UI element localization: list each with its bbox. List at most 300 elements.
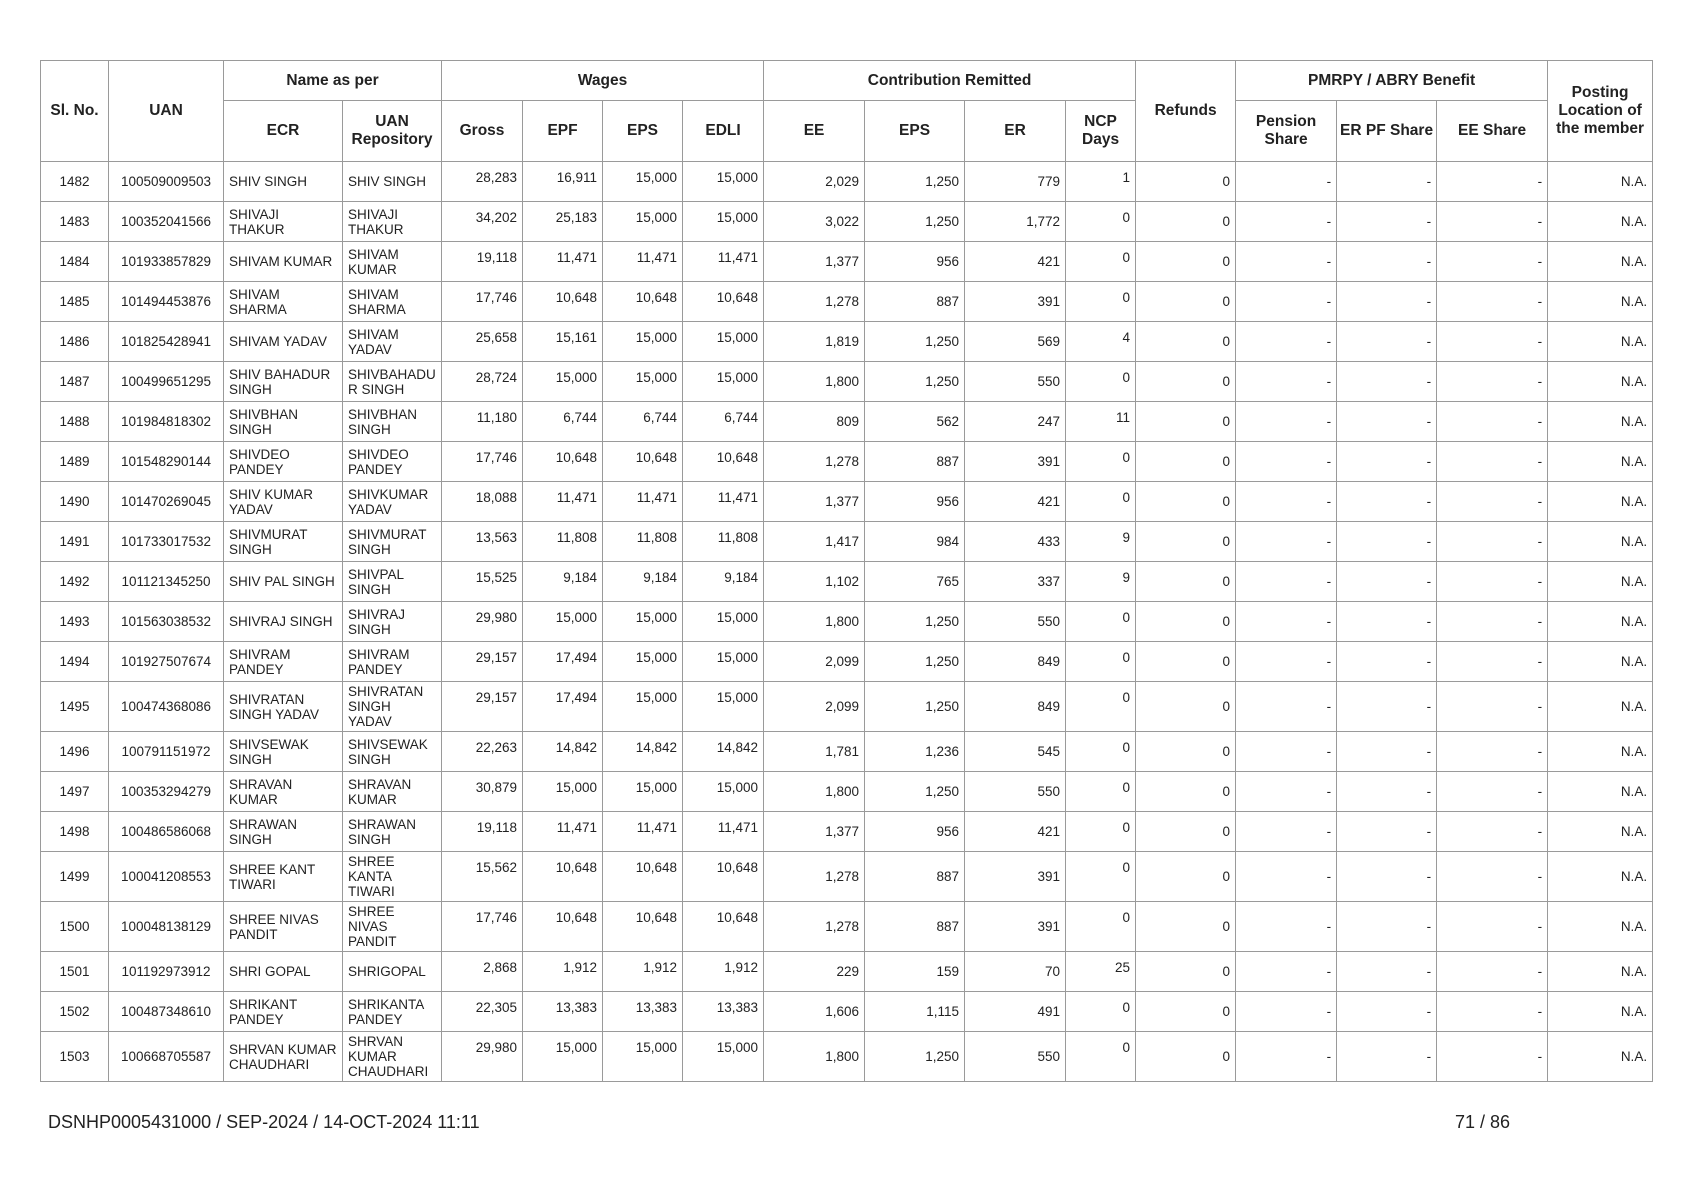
cell-er-pf-share: - (1337, 162, 1437, 202)
cell-pension-share: - (1236, 482, 1337, 522)
cell-epf: 11,471 (523, 482, 603, 522)
cell-uan-repository-name: SHIVPAL SINGH (343, 562, 442, 602)
cell-epf: 10,648 (523, 442, 603, 482)
cell-ecr-name: SHIVSEWAK SINGH (224, 732, 343, 772)
cell-ee-share: - (1437, 642, 1548, 682)
cell-eps-wages: 15,000 (603, 362, 683, 402)
cell-uan: 101927507674 (109, 642, 224, 682)
cell-pension-share: - (1236, 602, 1337, 642)
cell-er-pf-share: - (1337, 682, 1437, 732)
cell-eps-wages: 10,648 (603, 902, 683, 952)
cell-uan-repository-name: SHIVKUMAR YADAV (343, 482, 442, 522)
cell-pension-share: - (1236, 242, 1337, 282)
cell-edli: 11,471 (683, 482, 764, 522)
cell-eps-contribution: 887 (865, 902, 965, 952)
cell-eps-wages: 11,471 (603, 242, 683, 282)
cell-eps-wages: 15,000 (603, 772, 683, 812)
cell-edli: 15,000 (683, 682, 764, 732)
cell-ecr-name: SHIVRATAN SINGH YADAV (224, 682, 343, 732)
col-uan-repository: UAN Repository (343, 101, 442, 162)
cell-refunds: 0 (1136, 772, 1236, 812)
cell-pension-share: - (1236, 1032, 1337, 1082)
table-row (41, 362, 1653, 402)
cell-sl-no: 1490 (41, 482, 109, 522)
cell-sl-no: 1487 (41, 362, 109, 402)
cell-sl-no: 1496 (41, 732, 109, 772)
cell-ncp-days: 11 (1066, 402, 1136, 442)
cell-er: 421 (965, 242, 1066, 282)
group-wages: Wages (442, 61, 764, 101)
cell-er: 569 (965, 322, 1066, 362)
cell-ee: 1,377 (764, 812, 865, 852)
cell-edli: 10,648 (683, 442, 764, 482)
cell-uan-repository-name: SHIV SINGH (343, 162, 442, 202)
cell-uan: 100499651295 (109, 362, 224, 402)
cell-epf: 17,494 (523, 642, 603, 682)
cell-eps-wages: 9,184 (603, 562, 683, 602)
cell-sl-no: 1491 (41, 522, 109, 562)
cell-er: 779 (965, 162, 1066, 202)
cell-er: 391 (965, 282, 1066, 322)
table-row (41, 902, 1653, 952)
col-uan: UAN (109, 61, 224, 162)
cell-uan-repository-name: SHREE NIVAS PANDIT (343, 902, 442, 952)
cell-er-pf-share: - (1337, 1032, 1437, 1082)
cell-ncp-days: 0 (1066, 992, 1136, 1032)
cell-edli: 10,648 (683, 902, 764, 952)
table-row (41, 162, 1653, 202)
cell-ncp-days: 0 (1066, 642, 1136, 682)
cell-uan: 100048138129 (109, 902, 224, 952)
cell-posting-location: N.A. (1548, 522, 1653, 562)
cell-pension-share: - (1236, 992, 1337, 1032)
table-row (41, 242, 1653, 282)
cell-refunds: 0 (1136, 522, 1236, 562)
cell-uan-repository-name: SHREE KANTA TIWARI (343, 852, 442, 902)
footer-reference: DSNHP0005431000 / SEP-2024 / 14-OCT-2024 11:11 (48, 1112, 480, 1132)
cell-sl-no: 1493 (41, 602, 109, 642)
cell-posting-location: N.A. (1548, 402, 1653, 442)
cell-uan: 100791151972 (109, 732, 224, 772)
cell-edli: 15,000 (683, 322, 764, 362)
cell-ee: 1,800 (764, 1032, 865, 1082)
cell-gross: 2,868 (442, 952, 523, 992)
cell-gross: 15,562 (442, 852, 523, 902)
cell-refunds: 0 (1136, 952, 1236, 992)
cell-eps-contribution: 1,250 (865, 322, 965, 362)
cell-eps-wages: 13,383 (603, 992, 683, 1032)
cell-er-pf-share: - (1337, 992, 1437, 1032)
cell-ee-share: - (1437, 992, 1548, 1032)
cell-ecr-name: SHRI GOPAL (224, 952, 343, 992)
cell-ee-share: - (1437, 1032, 1548, 1082)
cell-refunds: 0 (1136, 732, 1236, 772)
cell-epf: 1,912 (523, 952, 603, 992)
cell-ecr-name: SHIVAM SHARMA (224, 282, 343, 322)
cell-ee: 1,800 (764, 772, 865, 812)
ecr-table (40, 60, 1653, 1082)
cell-ecr-name: SHRIKANT PANDEY (224, 992, 343, 1032)
cell-pension-share: - (1236, 642, 1337, 682)
cell-gross: 29,157 (442, 642, 523, 682)
cell-sl-no: 1499 (41, 852, 109, 902)
cell-epf: 15,161 (523, 322, 603, 362)
cell-epf: 10,648 (523, 282, 603, 322)
cell-sl-no: 1488 (41, 402, 109, 442)
cell-uan-repository-name: SHIVMURAT SINGH (343, 522, 442, 562)
cell-ncp-days: 0 (1066, 242, 1136, 282)
cell-uan: 101933857829 (109, 242, 224, 282)
cell-gross: 19,118 (442, 242, 523, 282)
cell-epf: 11,471 (523, 242, 603, 282)
cell-ee-share: - (1437, 522, 1548, 562)
cell-er-pf-share: - (1337, 732, 1437, 772)
cell-posting-location: N.A. (1548, 952, 1653, 992)
cell-ecr-name: SHIV KUMAR YADAV (224, 482, 343, 522)
cell-sl-no: 1492 (41, 562, 109, 602)
cell-ecr-name: SHREE KANT TIWARI (224, 852, 343, 902)
cell-refunds: 0 (1136, 902, 1236, 952)
cell-posting-location: N.A. (1548, 902, 1653, 952)
cell-eps-wages: 10,648 (603, 282, 683, 322)
cell-epf: 15,000 (523, 362, 603, 402)
cell-ncp-days: 0 (1066, 202, 1136, 242)
cell-posting-location: N.A. (1548, 562, 1653, 602)
group-name-as-per: Name as per (224, 61, 442, 101)
cell-eps-wages: 11,471 (603, 482, 683, 522)
cell-ee: 1,278 (764, 902, 865, 952)
table-row (41, 682, 1653, 732)
cell-gross: 28,283 (442, 162, 523, 202)
cell-eps-wages: 10,648 (603, 442, 683, 482)
cell-uan-repository-name: SHIVSEWAK SINGH (343, 732, 442, 772)
cell-eps-contribution: 1,250 (865, 642, 965, 682)
cell-er-pf-share: - (1337, 772, 1437, 812)
cell-epf: 15,000 (523, 772, 603, 812)
cell-posting-location: N.A. (1548, 732, 1653, 772)
cell-epf: 17,494 (523, 682, 603, 732)
cell-epf: 10,648 (523, 852, 603, 902)
col-er: ER (965, 101, 1066, 162)
cell-epf: 13,383 (523, 992, 603, 1032)
cell-uan: 101733017532 (109, 522, 224, 562)
cell-sl-no: 1486 (41, 322, 109, 362)
cell-er: 849 (965, 642, 1066, 682)
cell-uan: 101984818302 (109, 402, 224, 442)
cell-ee-share: - (1437, 902, 1548, 952)
group-pmrpy-abry: PMRPY / ABRY Benefit (1236, 61, 1548, 101)
cell-gross: 22,305 (442, 992, 523, 1032)
cell-posting-location: N.A. (1548, 242, 1653, 282)
cell-ee: 1,377 (764, 482, 865, 522)
col-epf: EPF (523, 101, 603, 162)
cell-er-pf-share: - (1337, 902, 1437, 952)
cell-gross: 17,746 (442, 442, 523, 482)
cell-sl-no: 1489 (41, 442, 109, 482)
cell-edli: 11,471 (683, 812, 764, 852)
cell-eps-contribution: 1,250 (865, 1032, 965, 1082)
cell-ncp-days: 25 (1066, 952, 1136, 992)
cell-eps-contribution: 159 (865, 952, 965, 992)
cell-gross: 19,118 (442, 812, 523, 852)
cell-eps-contribution: 1,236 (865, 732, 965, 772)
cell-ecr-name: SHIVAJI THAKUR (224, 202, 343, 242)
cell-er-pf-share: - (1337, 522, 1437, 562)
cell-edli: 15,000 (683, 1032, 764, 1082)
cell-refunds: 0 (1136, 442, 1236, 482)
cell-er-pf-share: - (1337, 642, 1437, 682)
cell-uan-repository-name: SHIVRAJ SINGH (343, 602, 442, 642)
cell-sl-no: 1495 (41, 682, 109, 732)
cell-uan-repository-name: SHRIKANTA PANDEY (343, 992, 442, 1032)
cell-ee-share: - (1437, 442, 1548, 482)
cell-gross: 22,263 (442, 732, 523, 772)
col-ee: EE (764, 101, 865, 162)
cell-edli: 1,912 (683, 952, 764, 992)
cell-er-pf-share: - (1337, 402, 1437, 442)
cell-er-pf-share: - (1337, 952, 1437, 992)
cell-posting-location: N.A. (1548, 162, 1653, 202)
col-posting-location: Posting Location of the member (1548, 61, 1653, 162)
cell-gross: 29,157 (442, 682, 523, 732)
cell-er-pf-share: - (1337, 322, 1437, 362)
cell-ee-share: - (1437, 162, 1548, 202)
cell-pension-share: - (1236, 162, 1337, 202)
cell-posting-location: N.A. (1548, 322, 1653, 362)
cell-er: 550 (965, 772, 1066, 812)
cell-pension-share: - (1236, 282, 1337, 322)
cell-ee-share: - (1437, 482, 1548, 522)
cell-eps-wages: 15,000 (603, 322, 683, 362)
cell-ncp-days: 0 (1066, 1032, 1136, 1082)
cell-er: 550 (965, 362, 1066, 402)
cell-ncp-days: 9 (1066, 562, 1136, 602)
table-row (41, 442, 1653, 482)
cell-eps-contribution: 956 (865, 242, 965, 282)
cell-posting-location: N.A. (1548, 1032, 1653, 1082)
cell-ee: 1,819 (764, 322, 865, 362)
cell-uan: 101121345250 (109, 562, 224, 602)
cell-ee-share: - (1437, 772, 1548, 812)
cell-ee-share: - (1437, 202, 1548, 242)
cell-er-pf-share: - (1337, 362, 1437, 402)
cell-refunds: 0 (1136, 812, 1236, 852)
cell-edli: 11,808 (683, 522, 764, 562)
cell-sl-no: 1482 (41, 162, 109, 202)
cell-er: 550 (965, 602, 1066, 642)
cell-er: 550 (965, 1032, 1066, 1082)
cell-er: 1,772 (965, 202, 1066, 242)
cell-eps-contribution: 562 (865, 402, 965, 442)
col-edli: EDLI (683, 101, 764, 162)
cell-ecr-name: SHRAVAN KUMAR (224, 772, 343, 812)
cell-uan: 101548290144 (109, 442, 224, 482)
cell-gross: 30,879 (442, 772, 523, 812)
cell-edli: 10,648 (683, 852, 764, 902)
cell-epf: 16,911 (523, 162, 603, 202)
cell-er: 391 (965, 442, 1066, 482)
cell-ecr-name: SHIVAM YADAV (224, 322, 343, 362)
cell-edli: 9,184 (683, 562, 764, 602)
cell-gross: 15,525 (442, 562, 523, 602)
cell-uan-repository-name: SHIVBAHADU R SINGH (343, 362, 442, 402)
cell-ee: 1,278 (764, 852, 865, 902)
cell-eps-contribution: 1,250 (865, 602, 965, 642)
cell-eps-wages: 15,000 (603, 602, 683, 642)
cell-edli: 10,648 (683, 282, 764, 322)
cell-uan-repository-name: SHRAVAN KUMAR (343, 772, 442, 812)
cell-eps-wages: 15,000 (603, 1032, 683, 1082)
cell-ee: 1,781 (764, 732, 865, 772)
cell-ncp-days: 4 (1066, 322, 1136, 362)
cell-sl-no: 1485 (41, 282, 109, 322)
cell-ncp-days: 0 (1066, 442, 1136, 482)
cell-pension-share: - (1236, 442, 1337, 482)
cell-ecr-name: SHRVAN KUMAR CHAUDHARI (224, 1032, 343, 1082)
cell-er-pf-share: - (1337, 812, 1437, 852)
cell-ee-share: - (1437, 562, 1548, 602)
cell-eps-contribution: 984 (865, 522, 965, 562)
table-row (41, 852, 1653, 902)
table-row (41, 322, 1653, 362)
cell-eps-wages: 14,842 (603, 732, 683, 772)
cell-ee: 2,099 (764, 642, 865, 682)
cell-edli: 11,471 (683, 242, 764, 282)
cell-ee-share: - (1437, 322, 1548, 362)
cell-eps-wages: 10,648 (603, 852, 683, 902)
cell-er-pf-share: - (1337, 852, 1437, 902)
cell-pension-share: - (1236, 562, 1337, 602)
cell-er: 545 (965, 732, 1066, 772)
cell-eps-contribution: 887 (865, 282, 965, 322)
cell-eps-contribution: 765 (865, 562, 965, 602)
cell-refunds: 0 (1136, 562, 1236, 602)
cell-ee-share: - (1437, 812, 1548, 852)
cell-edli: 15,000 (683, 772, 764, 812)
cell-eps-wages: 15,000 (603, 162, 683, 202)
cell-pension-share: - (1236, 772, 1337, 812)
cell-ee: 1,606 (764, 992, 865, 1032)
cell-ee-share: - (1437, 852, 1548, 902)
cell-uan: 100509009503 (109, 162, 224, 202)
cell-ecr-name: SHIVRAJ SINGH (224, 602, 343, 642)
cell-ee: 2,029 (764, 162, 865, 202)
cell-ecr-name: SHIVMURAT SINGH (224, 522, 343, 562)
cell-pension-share: - (1236, 732, 1337, 772)
cell-uan-repository-name: SHRIGOPAL (343, 952, 442, 992)
cell-eps-wages: 15,000 (603, 682, 683, 732)
cell-ecr-name: SHIVRAM PANDEY (224, 642, 343, 682)
col-ecr: ECR (224, 101, 343, 162)
cell-epf: 25,183 (523, 202, 603, 242)
cell-er-pf-share: - (1337, 202, 1437, 242)
cell-pension-share: - (1236, 322, 1337, 362)
col-pension-share: Pension Share (1236, 101, 1337, 162)
cell-posting-location: N.A. (1548, 772, 1653, 812)
cell-er: 491 (965, 992, 1066, 1032)
table-row (41, 602, 1653, 642)
cell-pension-share: - (1236, 852, 1337, 902)
cell-ncp-days: 9 (1066, 522, 1136, 562)
cell-uan-repository-name: SHRAWAN SINGH (343, 812, 442, 852)
cell-pension-share: - (1236, 402, 1337, 442)
cell-eps-wages: 11,808 (603, 522, 683, 562)
cell-ecr-name: SHREE NIVAS PANDIT (224, 902, 343, 952)
col-refunds: Refunds (1136, 61, 1236, 162)
cell-refunds: 0 (1136, 992, 1236, 1032)
cell-eps-contribution: 1,250 (865, 162, 965, 202)
cell-ee: 1,417 (764, 522, 865, 562)
cell-pension-share: - (1236, 812, 1337, 852)
cell-ee: 229 (764, 952, 865, 992)
cell-ncp-days: 1 (1066, 162, 1136, 202)
cell-refunds: 0 (1136, 642, 1236, 682)
table-row (41, 282, 1653, 322)
table-row (41, 772, 1653, 812)
cell-er: 247 (965, 402, 1066, 442)
cell-ncp-days: 0 (1066, 732, 1136, 772)
cell-eps-contribution: 1,250 (865, 682, 965, 732)
cell-gross: 13,563 (442, 522, 523, 562)
cell-gross: 18,088 (442, 482, 523, 522)
cell-uan-repository-name: SHIVAM YADAV (343, 322, 442, 362)
cell-eps-contribution: 956 (865, 812, 965, 852)
cell-ee: 2,099 (764, 682, 865, 732)
cell-refunds: 0 (1136, 282, 1236, 322)
table-row (41, 732, 1653, 772)
cell-ee: 809 (764, 402, 865, 442)
cell-sl-no: 1497 (41, 772, 109, 812)
cell-posting-location: N.A. (1548, 682, 1653, 732)
cell-refunds: 0 (1136, 682, 1236, 732)
cell-pension-share: - (1236, 362, 1337, 402)
cell-sl-no: 1498 (41, 812, 109, 852)
cell-er-pf-share: - (1337, 562, 1437, 602)
cell-eps-contribution: 956 (865, 482, 965, 522)
cell-sl-no: 1494 (41, 642, 109, 682)
cell-eps-contribution: 1,115 (865, 992, 965, 1032)
cell-edli: 15,000 (683, 202, 764, 242)
cell-uan: 101192973912 (109, 952, 224, 992)
cell-pension-share: - (1236, 902, 1337, 952)
cell-ncp-days: 0 (1066, 602, 1136, 642)
table-row (41, 522, 1653, 562)
cell-er-pf-share: - (1337, 242, 1437, 282)
cell-edli: 15,000 (683, 642, 764, 682)
cell-sl-no: 1501 (41, 952, 109, 992)
cell-refunds: 0 (1136, 852, 1236, 902)
cell-posting-location: N.A. (1548, 482, 1653, 522)
cell-uan: 100474368086 (109, 682, 224, 732)
cell-uan: 100486586068 (109, 812, 224, 852)
cell-posting-location: N.A. (1548, 282, 1653, 322)
table-row (41, 402, 1653, 442)
cell-refunds: 0 (1136, 1032, 1236, 1082)
cell-gross: 11,180 (442, 402, 523, 442)
cell-pension-share: - (1236, 522, 1337, 562)
cell-er: 337 (965, 562, 1066, 602)
cell-epf: 15,000 (523, 602, 603, 642)
col-eps-contribution: EPS (865, 101, 965, 162)
cell-edli: 13,383 (683, 992, 764, 1032)
table-row (41, 562, 1653, 602)
cell-posting-location: N.A. (1548, 442, 1653, 482)
cell-uan-repository-name: SHIVBHAN SINGH (343, 402, 442, 442)
cell-ee: 1,800 (764, 602, 865, 642)
cell-ee: 1,102 (764, 562, 865, 602)
cell-sl-no: 1483 (41, 202, 109, 242)
cell-uan-repository-name: SHRVAN KUMAR CHAUDHARI (343, 1032, 442, 1082)
